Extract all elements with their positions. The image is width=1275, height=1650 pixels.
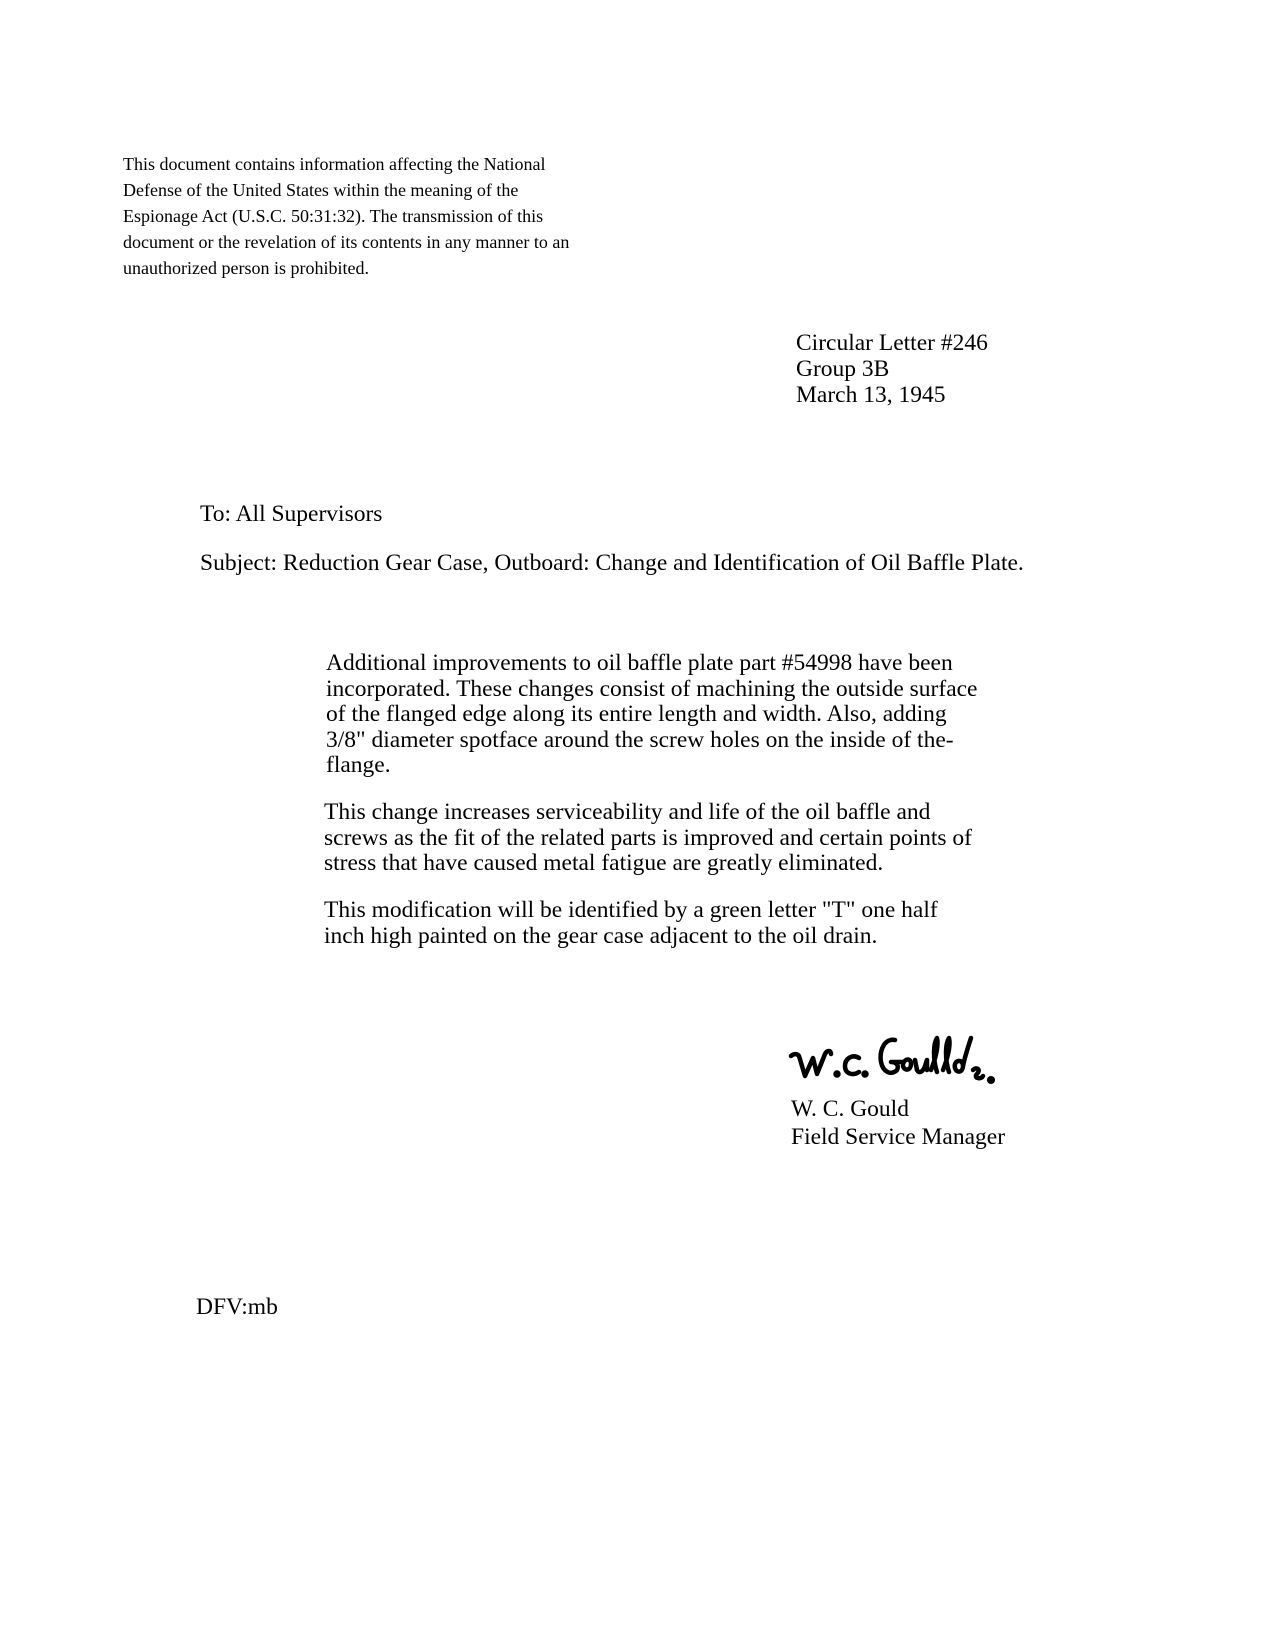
security-notice-line: This document contains information affecting the National [123, 154, 546, 174]
paragraph-line: of the flanged edge along its entire length and width. Also, adding [326, 701, 947, 727]
letter-date: March 13, 1945 [796, 382, 946, 408]
group-label: Group 3B [796, 356, 890, 382]
subject-line: Subject: Reduction Gear Case, Outboard: Change and Identification of Oil Baffle Plate. [200, 550, 1024, 576]
security-notice [123, 151, 653, 281]
signer-name: W. C. Gould [791, 1096, 909, 1122]
paragraph-line: flange. [326, 752, 391, 778]
paragraph-line: screws as the fit of the related parts is improved and certain points of [324, 824, 973, 851]
paragraph-line: This change increases serviceability and life of the oil baffle and [324, 799, 931, 825]
body-paragraph-1 [326, 651, 977, 779]
paragraph-line: stress that have caused metal fatigue are greatly eliminated. [324, 850, 884, 876]
body-paragraph-2 [324, 800, 972, 877]
security-notice-line: Defense of the United States within the meaning of the [123, 180, 519, 200]
body-paragraph-3 [324, 898, 938, 949]
security-notice-line: unauthorized person is prohibited. [123, 258, 369, 278]
signature-block [791, 1095, 1005, 1151]
signer-title: Field Service Manager [791, 1124, 1006, 1150]
circular-letter-number: Circular Letter #246 [796, 330, 988, 356]
security-notice-line: Espionage Act (U.S.C. 50:31:32). The transmission of this [123, 206, 544, 226]
paragraph-line: This modification will be identified by a green letter "T" one half [324, 897, 938, 923]
addressee-line: To: All Supervisors [200, 501, 383, 527]
typist-initials: DFV:mb [196, 1294, 278, 1320]
paragraph-line: 3/8" diameter spotface around the screw holes on the inside of the- [326, 726, 954, 753]
security-notice-line: document or the revelation of its contents in any manner to an [123, 232, 570, 252]
handwritten-signature [787, 1030, 1007, 1094]
signature-image [787, 1030, 1007, 1094]
paragraph-line: incorporated. These changes consist of machining the outside surface [326, 675, 978, 702]
reference-block [796, 330, 988, 408]
paragraph-line: Additional improvements to oil baffle plate part #54998 have been [326, 650, 953, 676]
paragraph-line: inch high painted on the gear case adjacent to the oil drain. [324, 922, 878, 949]
